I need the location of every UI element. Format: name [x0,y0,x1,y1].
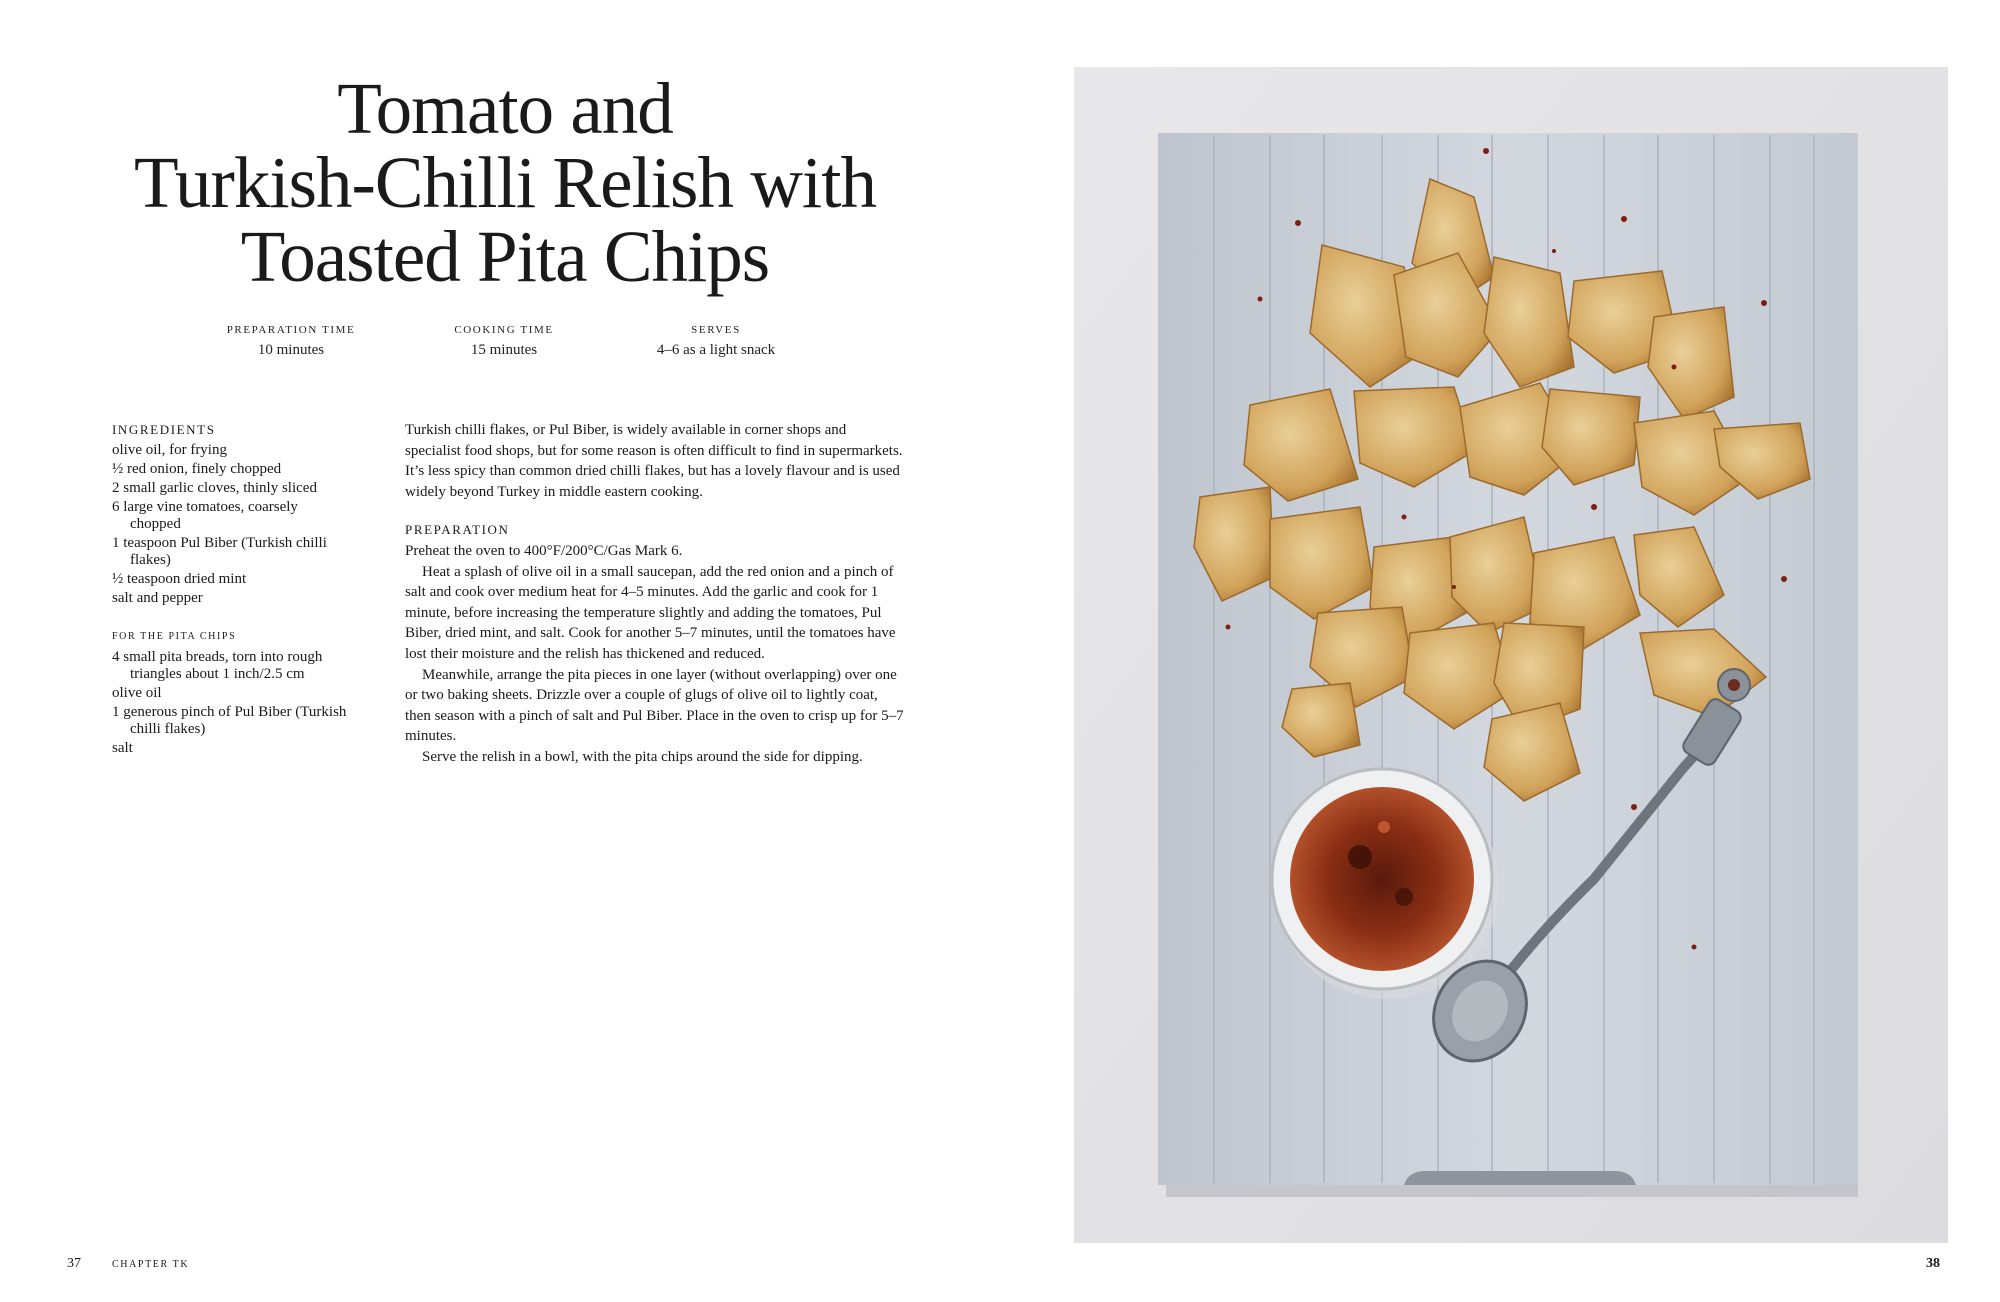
ingredients-heading: INGREDIENTS [112,422,216,437]
pita-chips-heading: FOR THE PITA CHIPS [112,631,237,642]
ingredient-item: 4 small pita breads, torn into rough triangles about 1 inch/2.5 cm [112,649,323,682]
meta-label: PREPARATION TIME [226,324,356,336]
method-step: Serve the relish in a bowl, with the pita chips around the side for dipping. [422,748,863,765]
ingredient-item: ½ teaspoon dried mint [112,571,247,587]
title-line: Turkish-Chilli Relish with [134,142,876,223]
ingredient-item: 1 generous pinch of Pul Biber (Turkish chilli flakes) [112,704,347,737]
title-line: Toasted Pita Chips [240,216,770,297]
meta-value: 10 minutes [257,342,325,358]
method-step: Meanwhile, arrange the pita pieces in one layer (without overlapping) over one or two baking sheets. Drizzle over a couple of glugs of olive oil to lightly coat, then season with a pinch of salt and Pul Biber. Place in the oven to crisp up for 5–7 minutes. [405,666,904,745]
method-step: Preheat the oven to 400°F/200°C/Gas Mark 6. [405,542,683,559]
ingredients-column [112,420,352,759]
title-line: Tomato and [337,68,673,149]
ingredient-item: salt [112,740,133,756]
ingredient-item: 6 large vine tomatoes, coarsely chopped [112,499,298,532]
ingredient-item: olive oil, for frying [112,442,227,458]
meta-serves [596,324,836,359]
meta-value: 4–6 as a light snack [656,342,776,358]
ingredient-item: 2 small garlic cloves, thinly sliced [112,480,317,496]
meta-value: 15 minutes [470,342,538,358]
intro-paragraph: Turkish chilli flakes, or Pul Biber, is widely available in corner shops and specialist food shops, but for some reason is often difficult to find in supermarkets. It’s less spicy than common dried chilli flakes, but has a lovely flavour and is used widely beyond Turkey in middle eastern cooking. [405,422,903,500]
meta-label: SERVES [691,324,741,336]
ingredient-item: salt and pepper [112,590,203,606]
left-page-number: 37 [67,1256,81,1271]
method-step: Heat a splash of olive oil in a small saucepan, add the red onion and a pinch of salt and cook over medium heat for 4–5 minutes. Add the garlic and cook for 1 minute, before increasing the temperature slightly and adding the tomatoes, Pul Biber, dried mint, and salt. Cook for another 5–7 minutes, until the tomatoes have lost their moisture and the relish has thickened and reduced. [405,563,896,662]
ingredient-item: olive oil [112,685,162,701]
pita-ingredients-list [112,649,352,757]
ingredient-item: 1 teaspoon Pul Biber (Turkish chilli flakes) [112,535,327,568]
chapter-label: CHAPTER TK [112,1259,190,1270]
meta-preparation-time [171,324,411,359]
food-photo [1074,67,1948,1243]
meta-label: COOKING TIME [454,324,554,336]
recipe-title [100,68,910,297]
ingredient-item: ½ red onion, finely chopped [112,461,282,477]
ingredients-list [112,442,352,607]
right-page-number: 38 [1926,1256,1940,1271]
meta-cooking-time [384,324,624,359]
preparation-heading: PREPARATION [405,522,510,538]
method-column [405,420,905,768]
